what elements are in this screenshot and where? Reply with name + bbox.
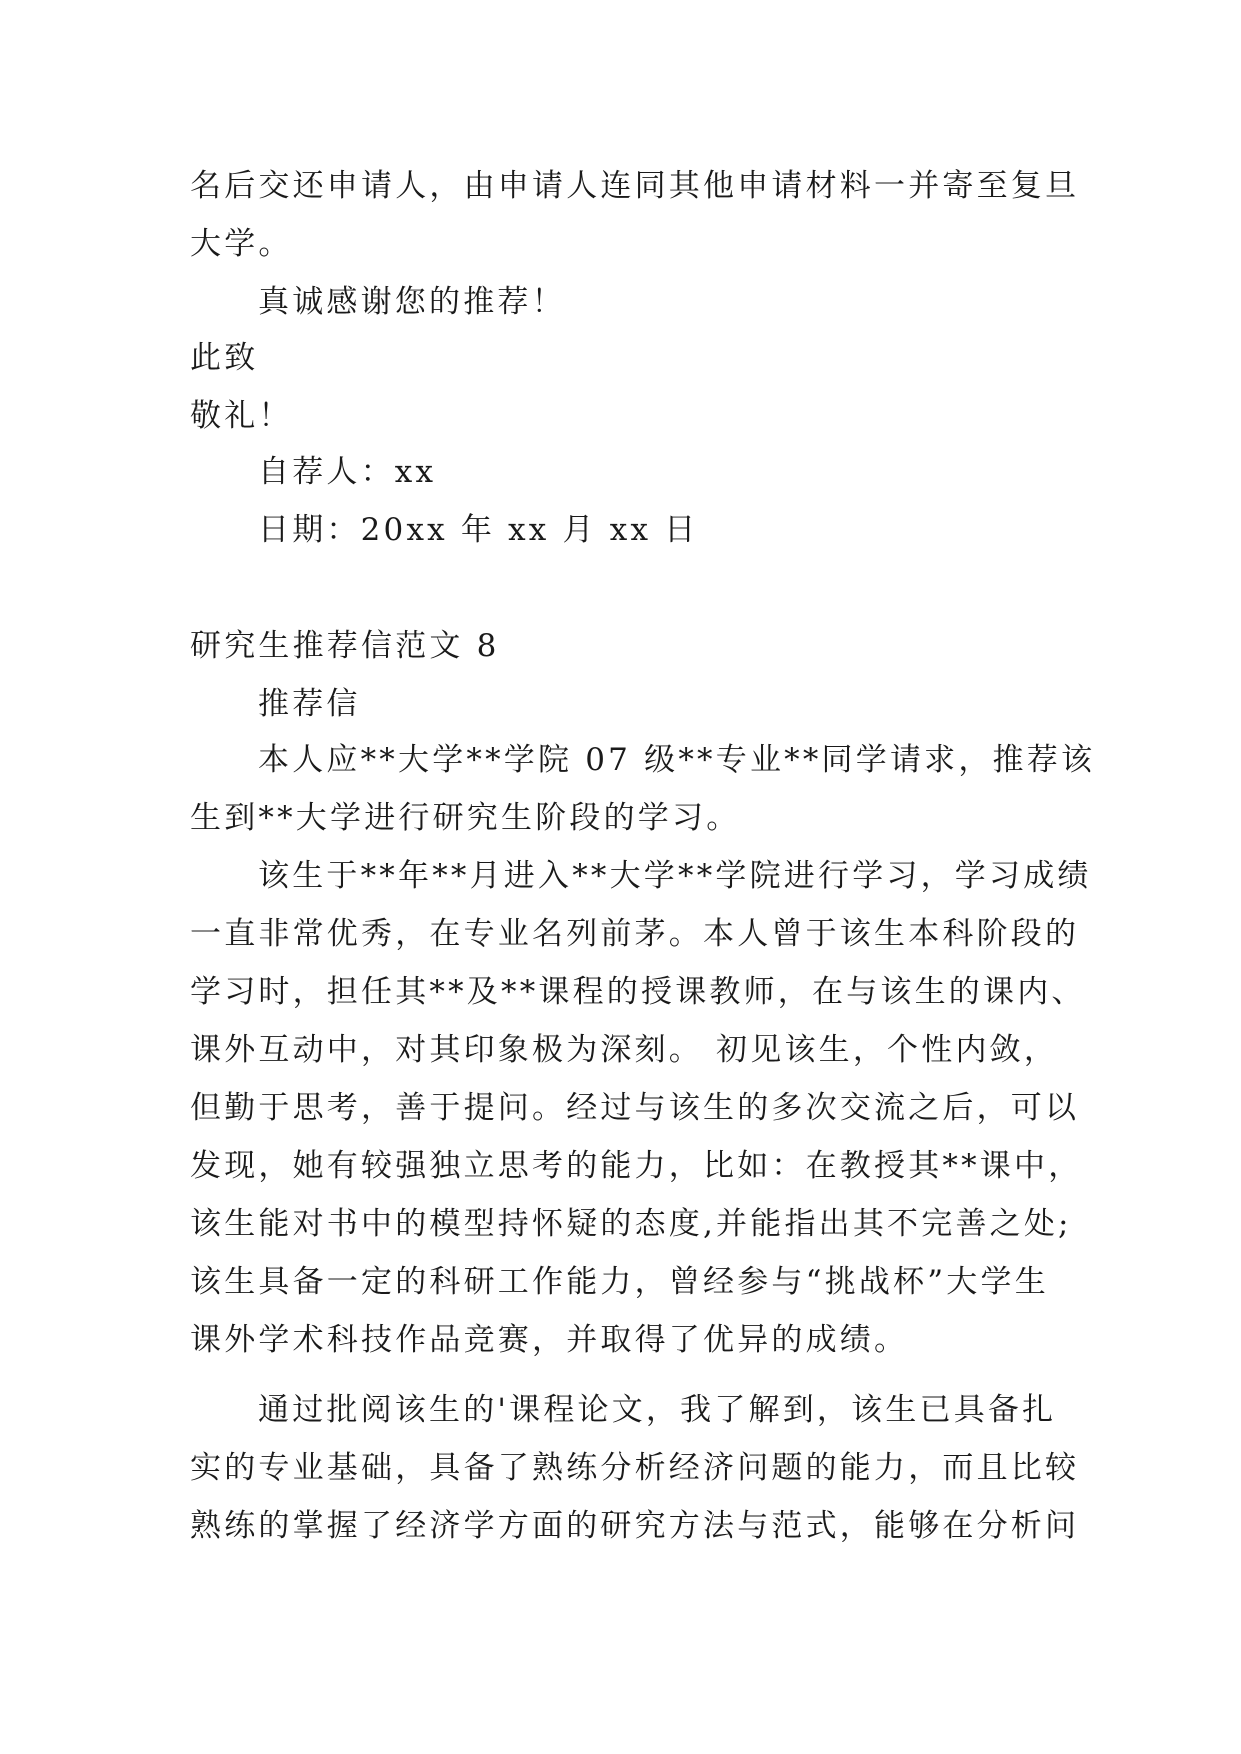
paragraph-line: 发现，她有较强独立思考的能力，比如：在教授其**课中， — [190, 1148, 1083, 1184]
text-line-date: 日期：20xx 年 xx 月 xx 日 — [258, 512, 699, 548]
paragraph-line: 实的专业基础，具备了熟练分析经济问题的能力，而且比较 — [190, 1450, 1080, 1486]
paragraph-line: 学习时，担任其**及**课程的授课教师，在与该生的课内、 — [190, 974, 1086, 1010]
text-line-closing-1: 此致 — [190, 340, 259, 376]
text-line-university: 大学。 — [190, 226, 293, 262]
paragraph-line: 熟练的掌握了经济学方面的研究方法与范式，能够在分析问 — [190, 1508, 1080, 1544]
text-line-closing-2: 敬礼！ — [190, 398, 293, 434]
section-heading: 研究生推荐信范文 8 — [190, 628, 500, 664]
letter-title: 推荐信 — [258, 686, 361, 722]
paragraph-line: 课外互动中，对其印象极为深刻。 初见该生，个性内敛， — [190, 1032, 1059, 1068]
paragraph-line: 本人应**大学**学院 07 级**专业**同学请求，推荐该 — [258, 742, 1096, 778]
paragraph-line: 通过批阅该生的'课程论文，我了解到，该生已具备扎 — [258, 1392, 1057, 1428]
text-line-application-end: 名后交还申请人，由申请人连同其他申请材料一并寄至复旦 — [190, 168, 1080, 204]
text-line-thanks: 真诚感谢您的推荐！ — [258, 284, 566, 320]
paragraph-line: 该生能对书中的模型持怀疑的态度,并能指出其不完善之处; — [190, 1206, 1072, 1242]
paragraph-line: 该生于**年**月进入**大学**学院进行学习，学习成绩 — [258, 858, 1092, 894]
text-line-signer: 自荐人：xx — [258, 454, 437, 490]
paragraph-line: 一直非常优秀，在专业名列前茅。本人曾于该生本科阶段的 — [190, 916, 1080, 952]
paragraph-line: 该生具备一定的科研工作能力，曾经参与“挑战杯”大学生 — [190, 1264, 1049, 1300]
paragraph-line: 课外学术科技作品竞赛，并取得了优异的成绩。 — [190, 1322, 909, 1358]
paragraph-line: 生到**大学进行研究生阶段的学习。 — [190, 800, 741, 836]
paragraph-line: 但勤于思考，善于提问。经过与该生的多次交流之后，可以 — [190, 1090, 1080, 1126]
